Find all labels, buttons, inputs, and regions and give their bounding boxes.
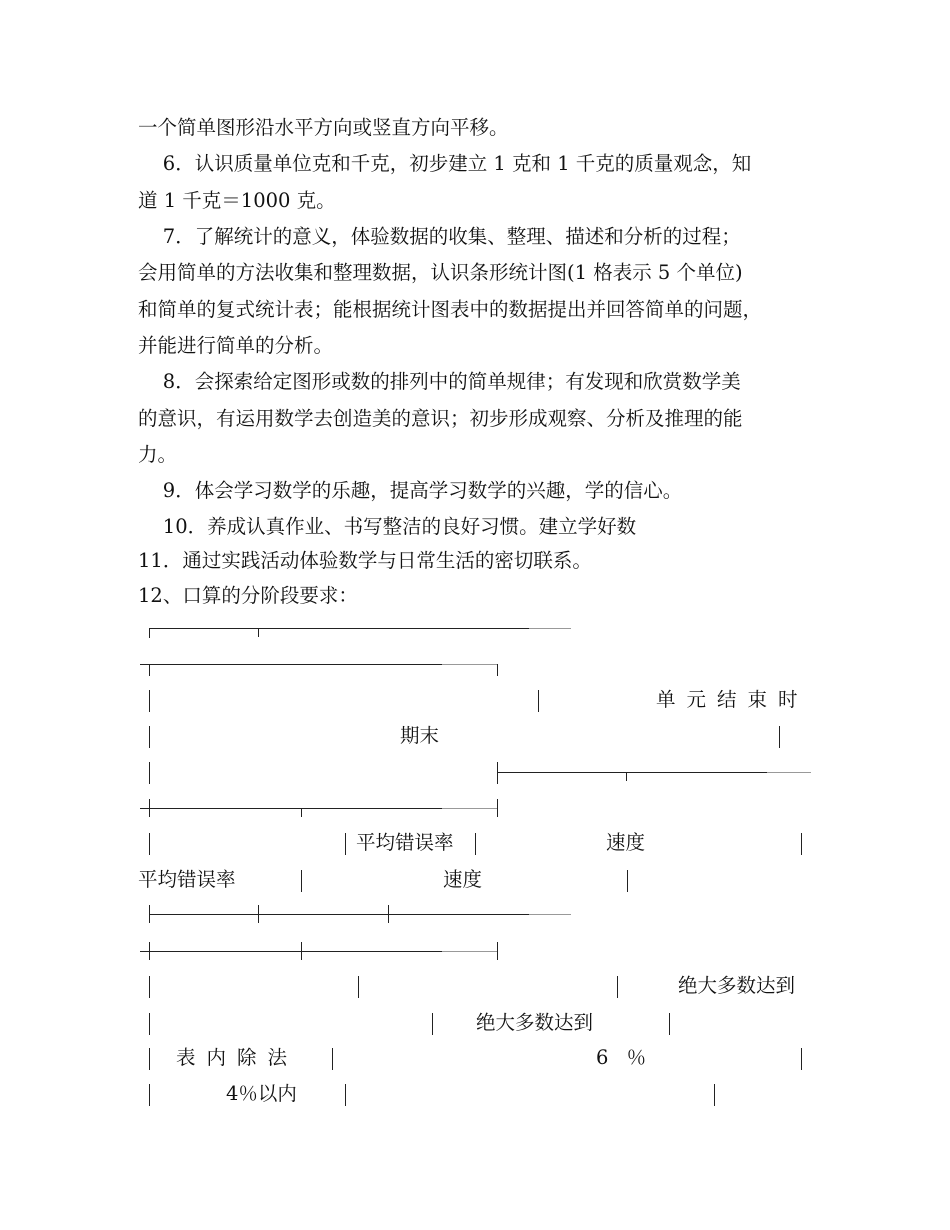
table-border [497, 762, 498, 784]
table-rule [767, 772, 811, 773]
table-border [617, 976, 618, 998]
table-tick [301, 808, 302, 817]
cell-avg-error-rate: 平均错误率 [138, 868, 236, 891]
table-border [149, 976, 150, 998]
table-border [149, 799, 150, 817]
table-rule [149, 914, 529, 915]
table-border [149, 1084, 150, 1106]
table-rule [497, 772, 767, 773]
cell-unit-end: 单元结束时 [656, 688, 809, 711]
table-border [149, 942, 150, 960]
table-border [475, 833, 476, 855]
table-rule [140, 664, 442, 665]
table-border [258, 905, 259, 923]
table-rule [529, 628, 571, 629]
table-border [149, 726, 150, 748]
table-border [779, 726, 780, 748]
paragraph-line: 12、口算的分阶段要求： [138, 584, 358, 607]
table-rule [149, 628, 529, 629]
table-rule [442, 951, 497, 952]
table-border [345, 833, 346, 855]
table-rule [140, 808, 442, 809]
cell-final: 期末 [400, 724, 440, 747]
table-border [149, 1013, 150, 1035]
table-corner [149, 628, 150, 638]
cell-table-division: 表内除法 [176, 1046, 299, 1069]
table-rule [442, 808, 497, 809]
table-rule [140, 951, 442, 952]
table-border [432, 1013, 433, 1035]
paragraph-line: 9．体会学习数学的乐趣，提高学习数学的兴趣，学的信心。 [138, 479, 683, 502]
table-border [149, 833, 150, 855]
table-border [149, 1048, 150, 1070]
table-corner [149, 664, 150, 676]
paragraph-line: 力。 [138, 443, 178, 466]
table-rule [442, 664, 497, 665]
paragraph-line: 的意识，有运用数学去创造美的意识；初步形成观察、分析及推理的能 [138, 407, 743, 430]
table-border [301, 870, 302, 892]
table-border [627, 870, 628, 892]
paragraph-line: 10．养成认真作业、书写整洁的良好习惯。建立学好数 [138, 515, 637, 538]
table-tick [626, 772, 627, 781]
table-border [358, 976, 359, 998]
paragraph-line: 和简单的复式统计表；能根据统计图表中的数据提出并回答简单的问题， [138, 298, 763, 321]
table-border [149, 762, 150, 784]
table-border [345, 1084, 346, 1106]
cell-majority: 绝大多数达到 [678, 974, 796, 997]
table-border [149, 690, 150, 712]
cell-speed: 速度 [443, 868, 483, 891]
table-border [801, 833, 802, 855]
table-border [714, 1084, 715, 1106]
table-corner [497, 664, 498, 676]
paragraph-line: 6．认识质量单位克和千克，初步建立 1 克和 1 千克的质量观念，知 [138, 152, 752, 175]
paragraph-line: 一个简单图形沿水平方向或竖直方向平移。 [138, 116, 509, 139]
table-border [538, 690, 539, 712]
table-border [497, 799, 498, 817]
paragraph-line: 道 1 千克＝1000 克。 [138, 189, 336, 212]
table-border [497, 942, 498, 960]
paragraph-line: 会用简单的方法收集和整理数据，认识条形统计图(1 格表示 5 个单位) [138, 261, 743, 284]
table-border [332, 1048, 333, 1070]
cell-four-percent: 4％以内 [226, 1082, 297, 1105]
table-rule [529, 914, 571, 915]
table-border [801, 1048, 802, 1070]
paragraph-line: 并能进行简单的分析。 [138, 334, 334, 357]
table-tick [258, 628, 259, 637]
cell-six-percent: 6 ％ [596, 1046, 653, 1069]
cell-speed: 速度 [606, 831, 646, 854]
table-border [388, 905, 389, 923]
table-border [669, 1013, 670, 1035]
paragraph-line: 11．通过实践活动体验数学与日常生活的密切联系。 [138, 549, 592, 572]
paragraph-line: 8．会探索给定图形或数的排列中的简单规律；有发现和欣赏数学美 [138, 370, 741, 393]
table-border [301, 942, 302, 960]
cell-majority: 绝大多数达到 [476, 1011, 594, 1034]
cell-avg-error-rate: 平均错误率 [356, 831, 454, 854]
paragraph-line: 7．了解统计的意义，体验数据的收集、整理、描述和分析的过程； [138, 225, 741, 248]
